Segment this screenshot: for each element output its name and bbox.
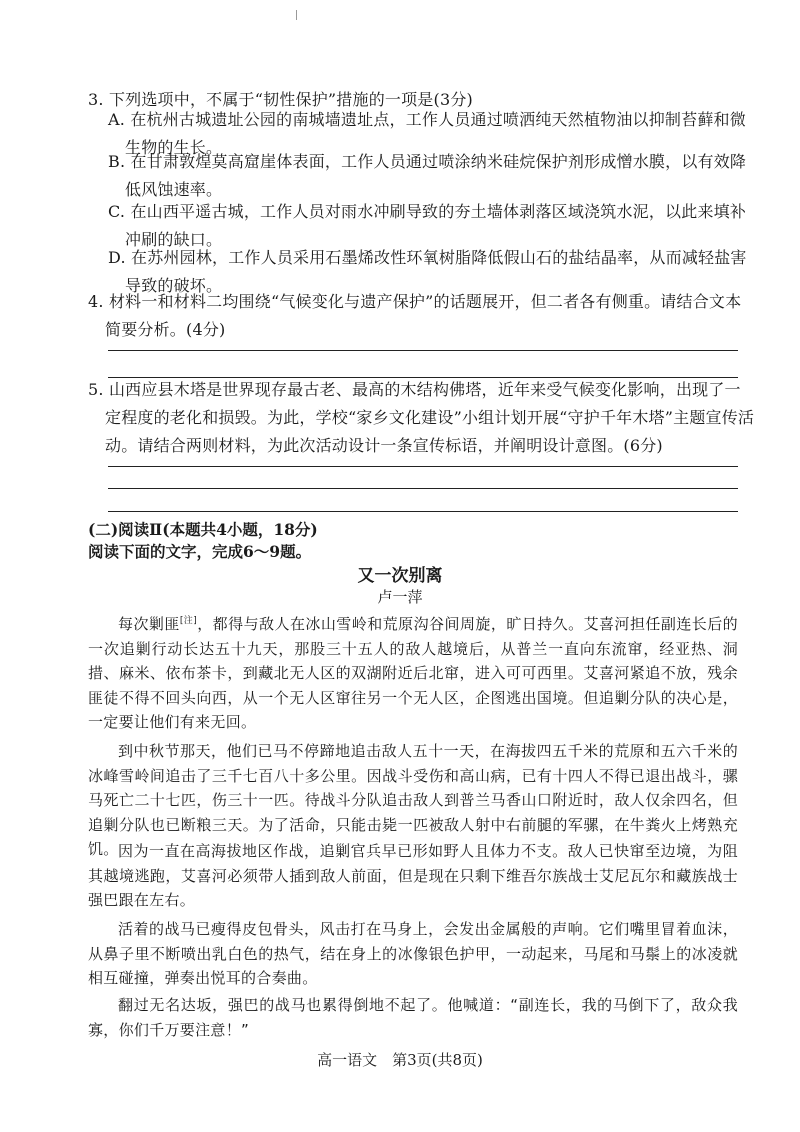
section-heading: (二)阅读Ⅱ(本题共4小题，18分) [88,520,318,539]
answer-line [108,488,738,489]
question-3-stem: 3. 下列选项中，不属于“韧性保护”措施的一项是(3分) [88,90,473,109]
article-paragraph: 翻过无名达坂，强巴的战马也累得倒地不起了。他喊道：“副连长，我的马倒下了，敌众我寡，你们千万要注意！” [88,996,738,1039]
answer-line [108,350,738,351]
scan-mark [296,10,297,20]
page-footer: 高一语文 第3页(共8页) [317,1051,483,1069]
article-paragraph [88,609,738,735]
footnote-marker: [注] [179,616,198,626]
question-5-stem: 5. 山西应县木塔是世界现存最古老、最高的木结构佛塔，近年来受气候变化影响，出现了一定程度的老化和损毁。为此，学校“家乡文化建设”小组计划开展“守护千年木塔”主题宣传活动。请结合两则材料，为此次活动设计一条宣传标语，并阐明设计意图。(6分) [88,380,755,455]
paragraph-text: 每次剿匪 [118,615,180,633]
article-paragraph: 到中秋节那天，他们已马不停蹄地追击敌人五十一天，在海拔四五千米的荒原和五六千米的冰峰雪岭间追击了三千七百八十多公里。因战斗受伤和高山病，已有十四人不得已退出战斗，骡马死亡二十七匹，伤三十一匹。待战斗分队追击敌人到普兰马香山口附近时，敌人仅余四名，但追剿分队也已断粮三天。为了活命，只能击毙一匹被敌人射中右前腿的军骡，在牛粪火上烤熟充饥。 [88,742,738,859]
question-3-option-c: C. 在山西平遥古城，工作人员对雨水冲刷导致的夯土墙体剥落区域浇筑水泥，以此来填补冲刷的缺口。 [108,202,747,249]
article-paragraph: 因为一直在高海拔地区作战，追剿官兵早已形如野人且体力不支。敌人已快窜至边境，为阻其越境逃跑，艾喜河必须带人插到敌人前面，但是现在只剩下维吾尔族战士艾尼瓦尔和藏族战士强巴跟在左右。 [88,842,738,910]
question-3-option-d: D. 在苏州园林，工作人员采用石墨烯改性环氧树脂降低假山石的盐结晶率，从而减轻盐害导致的破坏。 [108,248,747,295]
question-3-option-b: B. 在甘肃敦煌莫高窟崖体表面，工作人员通过喷涂纳米硅烷保护剂形成憎水膜，以有效降低风蚀速率。 [108,152,747,199]
question-3-option-a: A. 在杭州古城遗址公园的南城墙遗址点，工作人员通过喷洒纯天然植物油以抑制苔藓和微生物的生长。 [108,110,746,157]
question-4-stem: 4. 材料一和材料二均围绕“气候变化与遗产保护”的话题展开，但二者各有侧重。请结合文本简要分析。(4分) [88,292,742,339]
article-author: 卢一萍 [377,588,423,606]
answer-line [108,511,738,512]
section-instruction: 阅读下面的文字，完成6～9题。 [88,542,312,561]
article-title: 又一次别离 [357,566,443,586]
paragraph-text: ，都得与敌人在冰山雪岭和荒原沟谷间周旋，旷日持久。艾喜河担任副连长后的一次追剿行动长达五十九天，那股三十五人的敌人越境后，从普兰一直向东流窜，经亚热、洞措、麻米、依布茶卡，到藏北无人区的双湖附近后北窜，进入可可西里。艾喜河紧追不放，残余匪徒不得不回头向西，从一个无人区窜往另一个无人区，企图逃出国境。但追剿分队的决心是，一定要让他们有来无回。 [88,615,738,732]
answer-line [108,466,738,467]
article-paragraph: 活着的战马已瘦得皮包骨头，风击打在马身上，会发出金属般的声响。它们嘴里冒着血沫，从鼻子里不断喷出乳白色的热气，结在身上的冰像银色护甲，一动起来，马尾和马鬃上的冰凌就相互碰撞，弹奏出悦耳的合奏曲。 [88,920,738,988]
